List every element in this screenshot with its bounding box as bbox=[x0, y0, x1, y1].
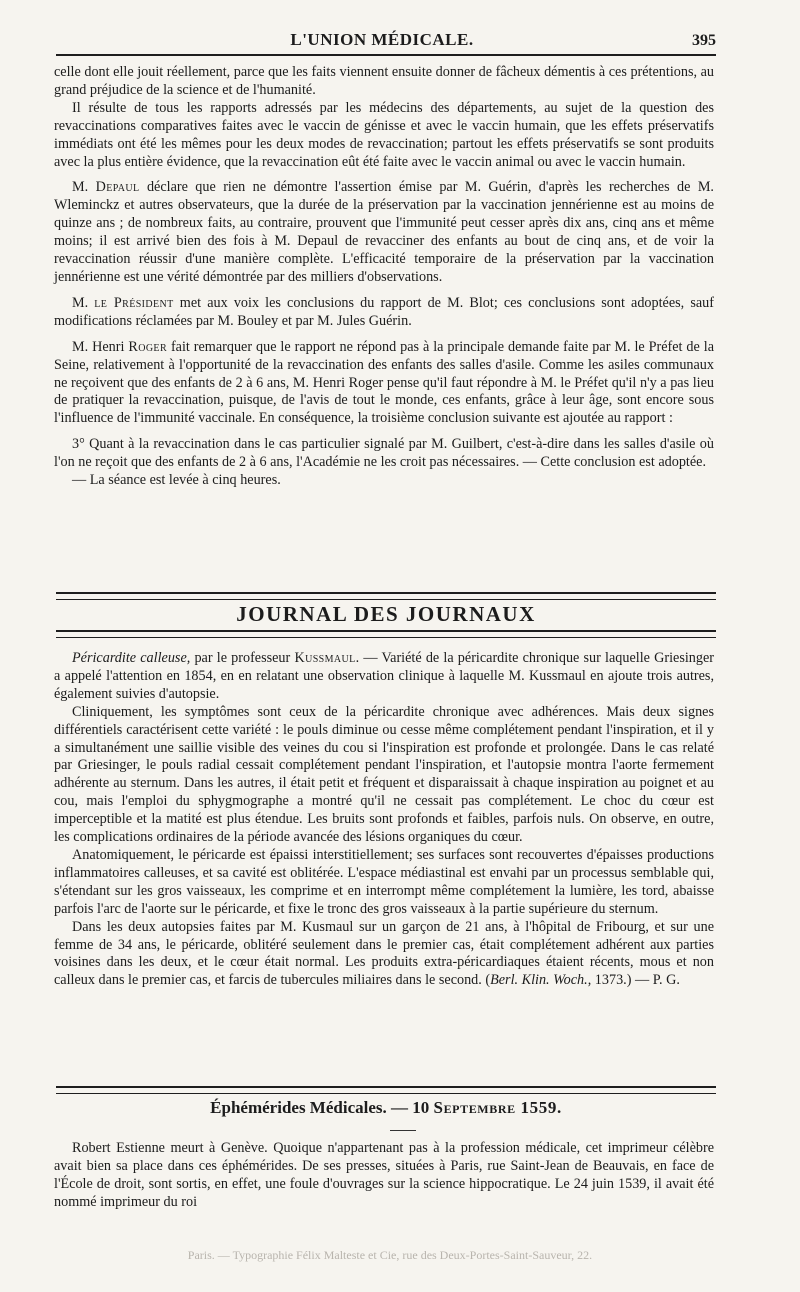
section-divider bbox=[56, 592, 716, 600]
ephemerides-section bbox=[54, 1140, 714, 1212]
paragraph-depaul: M. Depaul déclare que rien ne démontre l'assertion émise par M. Guérin, d'après les recherches de M. Wleminckz et autres observateurs, que la durée de la préservation par la vaccination jennérienne est au moins de quinze ans ; de nombreux faits, au contraire, prouvent que l'immunité peut cesser après dix ans, cinq ans et même moins; il est arrivé bien des fois à M. Depaul de revacciner des enfants au bout de cinq ans, et de voir la revaccination réussir d'une manière complète. L'efficacité temporaire de la préservation par la vaccination jennérienne est une vérité démontrée par des milliers d'observations. bbox=[54, 179, 714, 285]
paragraph-autopsies: Dans les deux autopsies faites par M. Kusmaul sur un garçon de 21 ans, à l'hôpital de Fribourg, et sur une femme de 34 ans, le péricarde, oblitéré seulement dans le premier cas, était complétement adhérent aux parties voisines dans les deux, et le cœur était normal. Les produits extra-péricardiaques étaient récents, mous et non calleux dans le premier cas, et farcis de tubercules miliaires dans le second. (Berl. Klin. Woch., 1373.) — P. G. bbox=[54, 918, 714, 989]
paragraph-president: M. le Président met aux voix les conclusions du rapport de M. Blot; ces conclusions sont adoptées, sauf modifications réclamées par M. Bouley et par M. Jules Guérin. bbox=[54, 294, 714, 329]
journal-title: L'UNION MÉDICALE. bbox=[290, 30, 474, 49]
paragraph-conclusion-three: 3° Quant à la revaccination dans le cas particulier signalé par M. Guilbert, c'est-à-dire dans les salles d'asile où l'on ne reçoit que des enfants de 2 à 6 ans, l'Académie ne les croit pas nécessaires. — Cette conclusion est adoptée. bbox=[54, 436, 714, 471]
speaker-name: Roger bbox=[128, 338, 168, 355]
page-header bbox=[48, 16, 716, 50]
paragraph-anatomical: Anatomiquement, le péricarde est épaissi interstitiellement; ses surfaces sont recouvertes d'épaisses productions inflammatoires calleuses, et sa cavité est oblitérée. L'espace médiastinal est envahi par un processus semblable qui, s'étendant sur les gros vaisseaux, les comprime et en interrompt même complétement la lumière, les tord, abaisse parfois l'arc de l'aorte sur le péricarde, et fixe le tronc des gros vaisseaux à la partie supérieure du sternum. bbox=[54, 846, 714, 917]
header-rule bbox=[56, 54, 716, 56]
speaker-name: le Président bbox=[94, 294, 174, 311]
academy-report-section bbox=[54, 64, 714, 490]
section-heading-ephemerides: Éphémérides Médicales. — 10 Septembre 1559. bbox=[210, 1098, 562, 1117]
source-citation: Berl. Klin. Woch. bbox=[490, 972, 588, 989]
author-name: Kussmaul bbox=[294, 650, 356, 666]
page-number: 395 bbox=[692, 32, 716, 49]
ephemeris-date: Septembre 1559. bbox=[433, 1098, 562, 1117]
paragraph-roger: M. Henri Roger fait remarquer que le rapport ne répond pas à la principale demande faite par M. le Préfet de la Seine, relativement à l'opportunité de la revaccination des enfants des salles d'asile. Comme les asiles communaux ne reçoivent que des enfants de 2 à 6 ans, M. Henri Roger pense qu'il faut répondre à M. le Préfet qu'il n'y a pas lieu de pratiquer la revaccination, puisque, de l'avis de tout le monde, ces enfants, grâce à leur âge, sont encore sous l'influence de l'immunité vaccinale. En conséquence, la troisième conclusion suivante est ajoutée au rapport : bbox=[54, 338, 714, 427]
speaker-name: Depaul bbox=[95, 179, 140, 196]
section-divider bbox=[56, 1086, 716, 1094]
paragraph-pericardite: Péricardite calleuse, par le professeur Kussmaul. — Variété de la péricardite chronique sur laquelle Griesinger a appelé l'attention en 1854, en en relatant une observation clinique à laquelle M. Kussmaul en ajoute trois autres, également suivies d'autopsie. bbox=[54, 650, 714, 702]
paragraph-continuation: celle dont elle jouit réellement, parce que les faits viennent ensuite donner de fâcheux démentis à ces prétentions, au grand préjudice de la science et de l'humanité. bbox=[54, 64, 714, 98]
paragraph-clinical: Cliniquement, les symptômes sont ceux de la péricardite chronique avec adhérences. Mais deux signes différentiels caractérisent cette variété : le pouls diminue ou cesse même complétement pendant l'inspiration, et il y a simultanément une saillie visible des veines du cou si l'inspiration est profonde et prolongée. Dans le cas relaté par Griesinger, le pouls radial cessait complétement pendant l'inspiration, et l'autopsie montra l'aorte fermement adhérente au sternum. Dans les autres, il était petit et fréquent et disparaissait à chaque inspiration au poignet et au cou, mais l'emploi du sphygmographe a montré qu'il ne cessait pas complétement. Le choc du cœur est imperceptible et la matité est plus étendue. Les bruits sont profonds et faibles, parfois nuls. On observe, en outre, les complications ordinaires de la période avancée des lésions organiques du cœur. bbox=[54, 703, 714, 846]
paragraph-estienne: Robert Estienne meurt à Genève. Quoique n'appartenant pas à la profession médicale, cet imprimeur célèbre avait bien sa place dans ces éphémérides. De ses presses, situées à Paris, rue Saint-Jean de Beauvais, en face de l'École de droit, sont sortis, en effet, une foule d'ouvrages sur la science hippocratique. Le 24 juin 1539, il avait été nommé imprimeur du roi bbox=[54, 1140, 714, 1210]
paragraph-revaccination-results: Il résulte de tous les rapports adressés par les médecins des départements, au sujet de la question des revaccinations comparatives faites avec le vaccin de génisse et avec le vaccin humain, que les effets préservatifs immédiats ont été les mêmes pour les deux modes de revaccination; partout les effets préservatifs se sont produits avec la plus entière évidence, que la revaccination eût été faite avec le vaccin animal ou avec le vaccin humain. bbox=[54, 99, 714, 170]
small-divider bbox=[390, 1130, 416, 1131]
section-heading-journal: JOURNAL DES JOURNAUX bbox=[236, 602, 536, 626]
section-divider bbox=[56, 630, 716, 638]
article-title: Péricardite calleuse, bbox=[72, 650, 191, 666]
paragraph-session-closed: — La séance est levée à cinq heures. bbox=[72, 472, 281, 489]
journal-section bbox=[54, 650, 714, 990]
bleed-through-footer: Paris. — Typographie Félix Malteste et Cie, rue des Deux-Portes-Saint-Sauveur, 22. bbox=[187, 1248, 593, 1262]
